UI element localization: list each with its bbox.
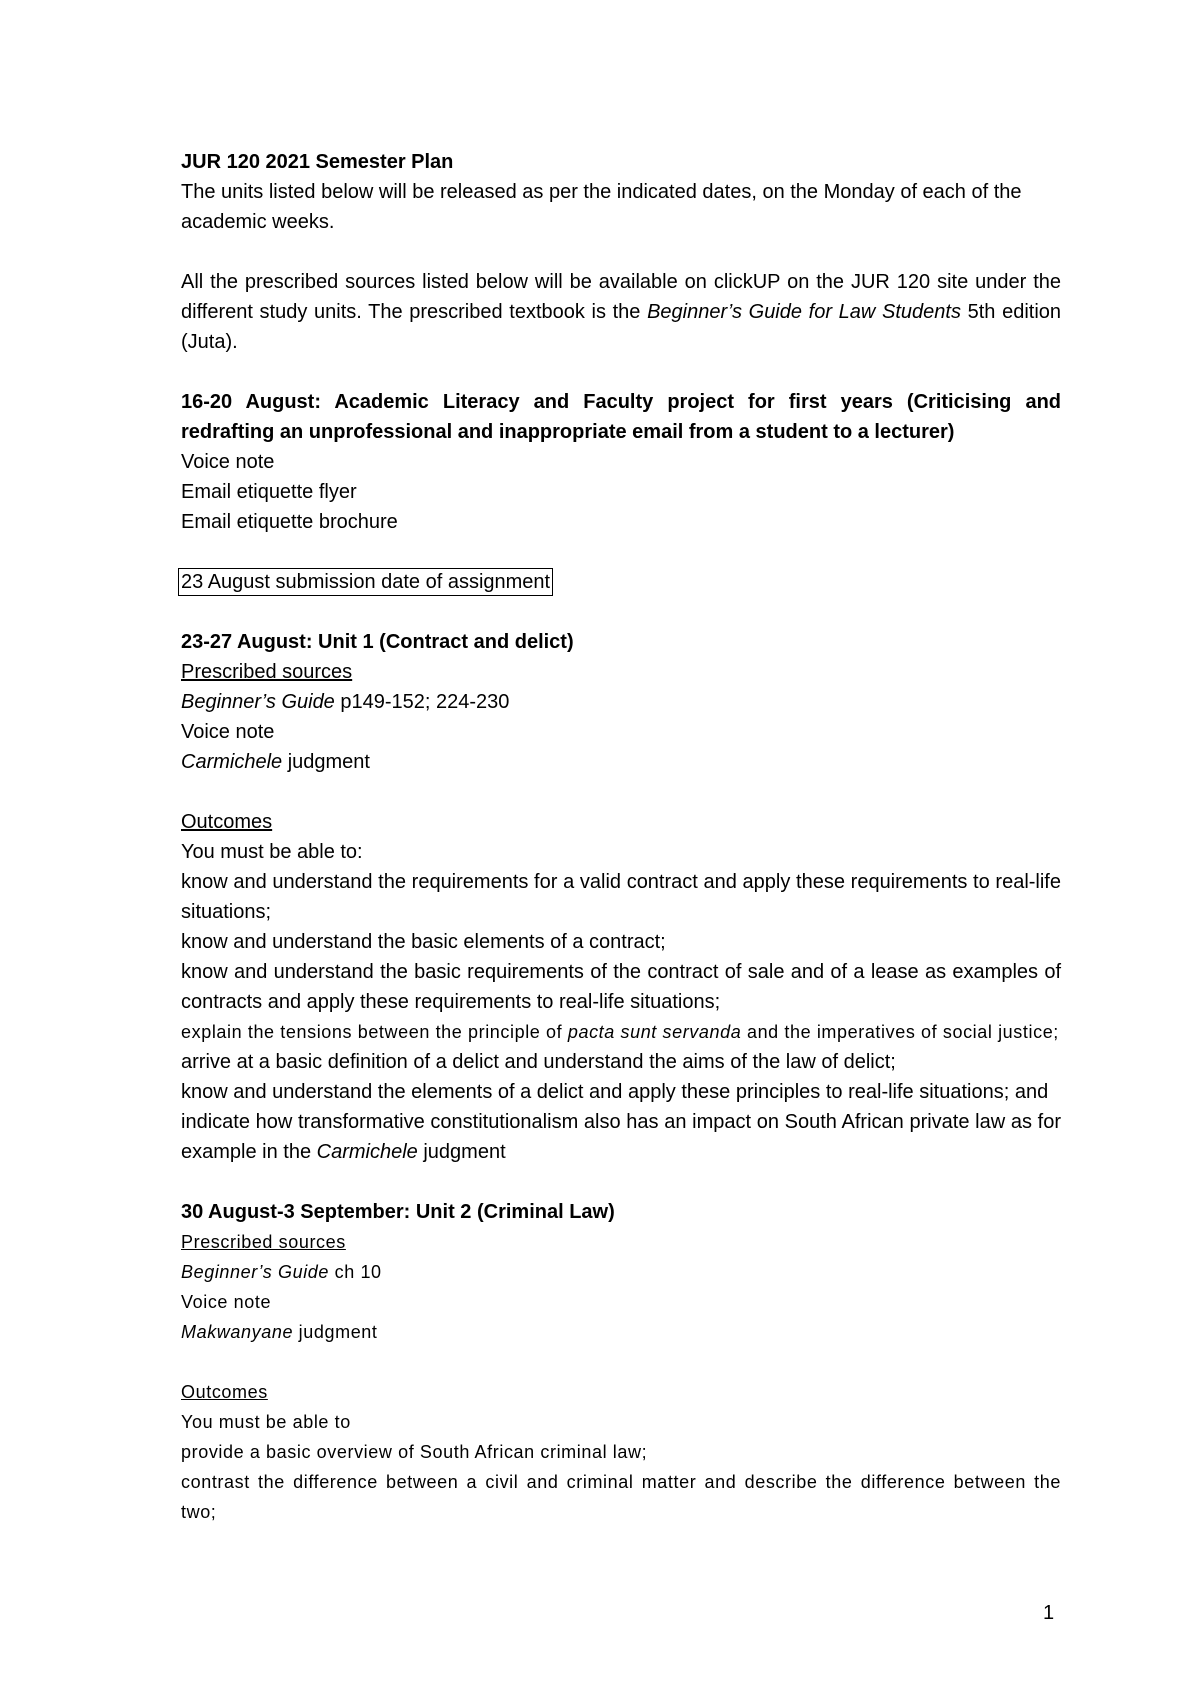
unit1-outcome: know and understand the basic requirements of the contract of sale and of a lease as examples of contracts and apply these requirements to real-life situations; [181,961,1061,1013]
unit1-outcome: explain the tensions between the principle of pacta sunt servanda and the imperatives of social justice; [181,1022,1059,1042]
unit1-outcome: know and understand the elements of a delict and apply these principles to real-life situations; and [181,1081,1049,1103]
document-body [181,147,1061,1527]
unit2-outcome: provide a basic overview of South African criminal law; [181,1442,648,1462]
unit2-sources-label: Prescribed sources [181,1232,346,1252]
week1-item: Email etiquette brochure [181,511,398,533]
deadline-box: 23 August submission date of assignment [178,568,553,596]
unit2-outcome: contrast the difference between a civil and criminal matter and describe the difference between the two; [181,1472,1061,1522]
unit1-sources-label: Prescribed sources [181,661,353,683]
unit2-voice-note: Voice note [181,1292,272,1312]
unit1-voice-note: Voice note [181,721,275,743]
unit1-outcome: arrive at a basic definition of a delict and understand the aims of the law of delict; [181,1051,896,1073]
unit1-must: You must be able to: [181,841,363,863]
unit1-outcome: know and understand the basic elements of a contract; [181,931,666,953]
week1-item: Voice note [181,451,275,473]
unit2-case: Makwanyane judgment [181,1322,378,1342]
week1-heading: 16-20 August: Academic Literacy and Faculty project for first years (Criticising and redrafting an unprofessional and inappropriate email from a student to a lecturer) [181,391,1061,443]
unit1-heading: 23-27 August: Unit 1 (Contract and delict) [181,631,574,653]
page-number: 1 [1043,1602,1055,1624]
week1-item: Email etiquette flyer [181,481,357,503]
unit1-outcome: know and understand the requirements for a valid contract and apply these requirements to real-life situations; [181,871,1061,923]
unit2-must: You must be able to [181,1412,351,1432]
unit1-guide: Beginner’s Guide p149-152; 224-230 [181,691,510,713]
textbook-title: Beginner’s Guide for Law Students [647,301,961,323]
sources-paragraph: All the prescribed sources listed below will be available on clickUP on the JUR 120 site under the different study units. The prescribed textbook is the Beginner’s Guide for Law Students 5th edition (Juta). [181,271,1062,353]
deadline-line [181,567,1061,597]
unit1-outcomes-label: Outcomes [181,811,273,833]
intro-paragraph: The units listed below will be released as per the indicated dates, on the Monday of each of the academic weeks. [181,181,1022,233]
unit2-heading: 30 August-3 September: Unit 2 (Criminal Law) [181,1201,615,1223]
document-title: JUR 120 2021 Semester Plan [181,151,454,173]
unit1-case: Carmichele judgment [181,751,370,773]
unit2-body [181,1227,1061,1527]
unit2-outcomes-label: Outcomes [181,1382,268,1402]
unit1-outcome: indicate how transformative constitutionalism also has an impact on South African private law as for example in the Carmichele judgment [181,1111,1061,1163]
unit2-guide: Beginner’s Guide ch 10 [181,1262,382,1282]
